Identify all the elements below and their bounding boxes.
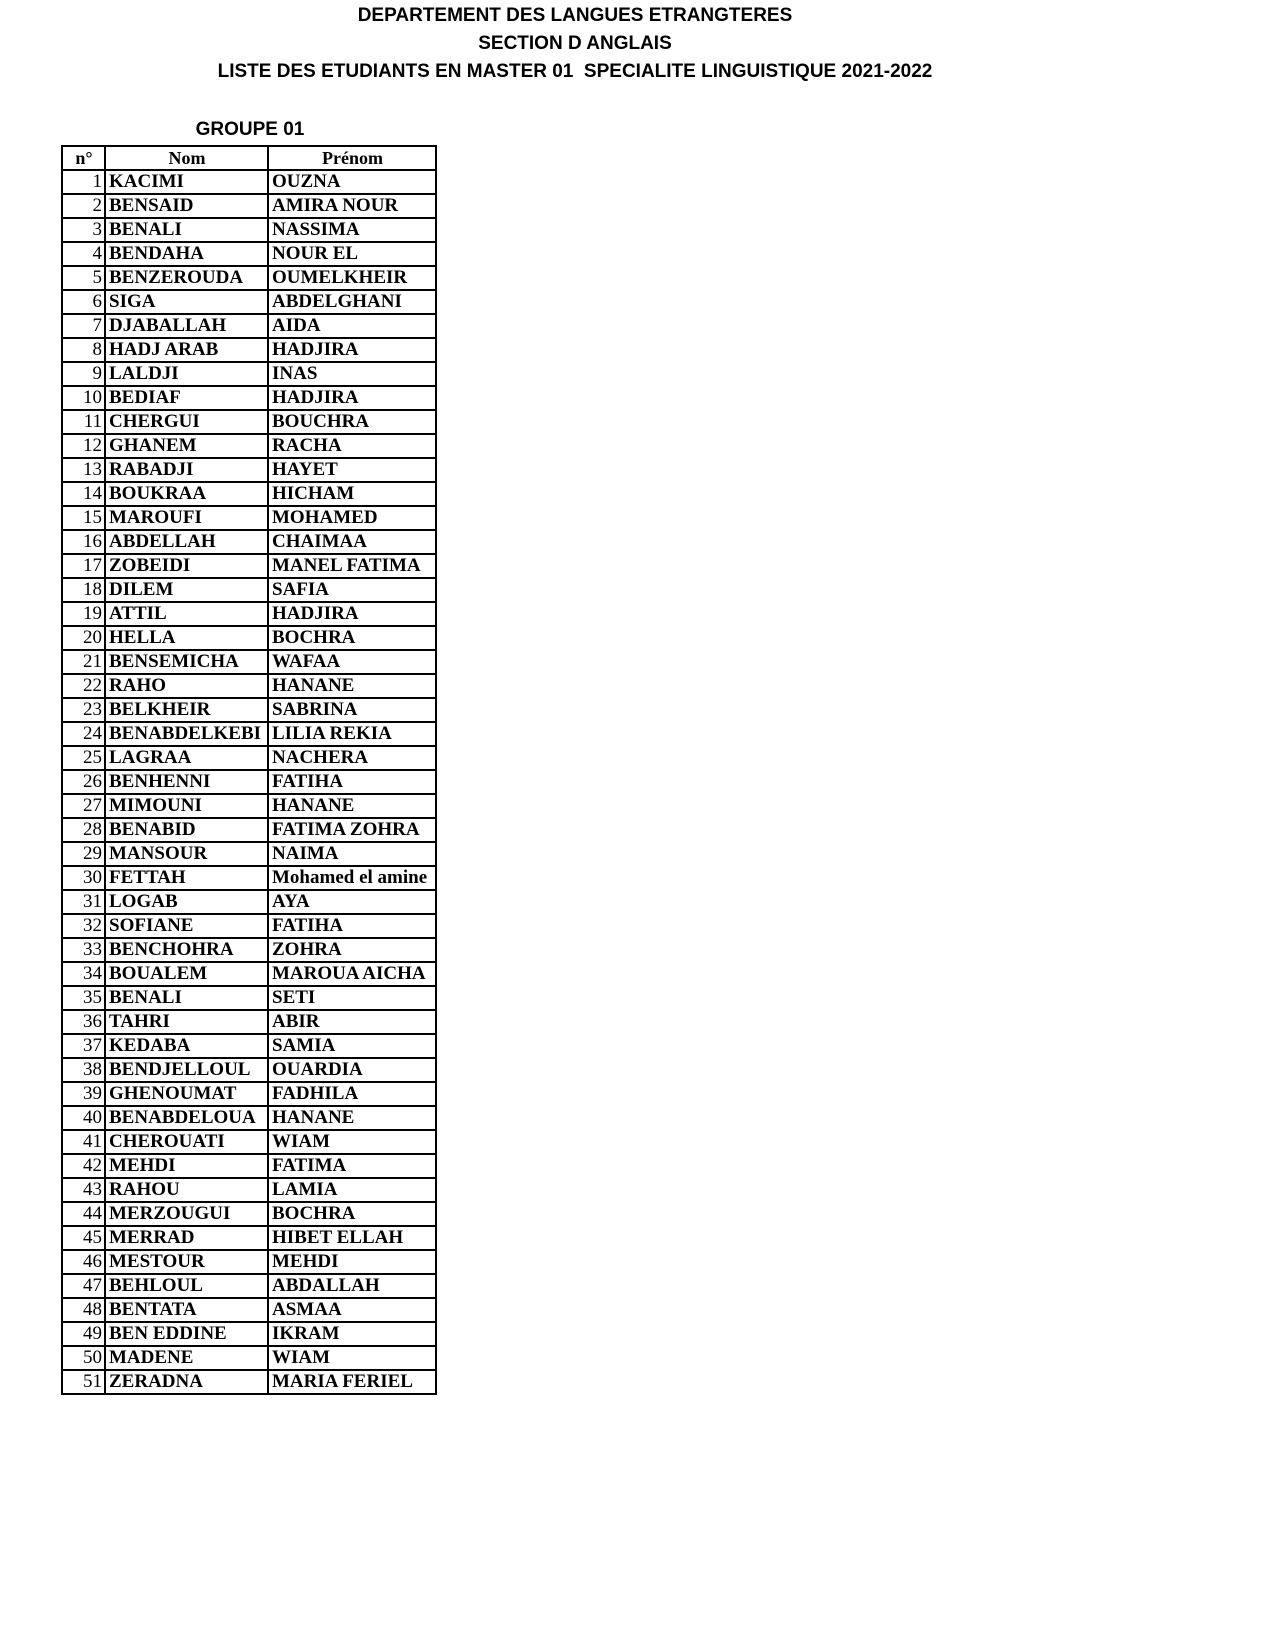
cell-nom: BENHENNI <box>105 770 268 794</box>
cell-num: 8 <box>62 338 105 362</box>
table-row <box>62 170 436 194</box>
table-row <box>62 290 436 314</box>
department-title: DEPARTEMENT DES LANGUES ETRANGTERES <box>357 5 793 26</box>
cell-prenom: AMIRA NOUR <box>268 194 436 218</box>
cell-num: 32 <box>62 914 105 938</box>
cell-prenom: HIBET ELLAH <box>268 1226 436 1250</box>
cell-num: 23 <box>62 698 105 722</box>
cell-nom: LALDJI <box>105 362 268 386</box>
cell-nom: ABDELLAH <box>105 530 268 554</box>
cell-num: 18 <box>62 578 105 602</box>
table-row <box>62 1346 436 1370</box>
table-row <box>62 314 436 338</box>
table-row <box>62 554 436 578</box>
table-row <box>62 266 436 290</box>
cell-num: 45 <box>62 1226 105 1250</box>
cell-prenom: HANANE <box>268 674 436 698</box>
cell-prenom: MOHAMED <box>268 506 436 530</box>
table-row <box>62 1106 436 1130</box>
cell-prenom: FATIHA <box>268 770 436 794</box>
cell-nom: FETTAH <box>105 866 268 890</box>
cell-nom: BEHLOUL <box>105 1274 268 1298</box>
cell-prenom: HAYET <box>268 458 436 482</box>
cell-prenom: INAS <box>268 362 436 386</box>
cell-prenom: HANANE <box>268 794 436 818</box>
cell-prenom: HADJIRA <box>268 602 436 626</box>
cell-nom: BENABID <box>105 818 268 842</box>
cell-prenom: SAFIA <box>268 578 436 602</box>
table-row <box>62 722 436 746</box>
cell-num: 3 <box>62 218 105 242</box>
cell-num: 40 <box>62 1106 105 1130</box>
cell-nom: GHENOUMAT <box>105 1082 268 1106</box>
cell-prenom: LAMIA <box>268 1178 436 1202</box>
group-title: GROUPE 01 <box>195 119 305 140</box>
cell-prenom: NACHERA <box>268 746 436 770</box>
cell-prenom: FATIHA <box>268 914 436 938</box>
cell-nom: LAGRAA <box>105 746 268 770</box>
table-row <box>62 674 436 698</box>
cell-prenom: ZOHRA <box>268 938 436 962</box>
cell-prenom: FATIMA <box>268 1154 436 1178</box>
cell-nom: BENTATA <box>105 1298 268 1322</box>
table-row <box>62 818 436 842</box>
table-row <box>62 242 436 266</box>
cell-nom: RAHOU <box>105 1178 268 1202</box>
cell-num: 16 <box>62 530 105 554</box>
cell-prenom: MANEL FATIMA <box>268 554 436 578</box>
cell-prenom: HANANE <box>268 1106 436 1130</box>
cell-prenom: FATIMA ZOHRA <box>268 818 436 842</box>
cell-prenom: Mohamed el amine <box>268 866 436 890</box>
cell-num: 39 <box>62 1082 105 1106</box>
cell-nom: MEHDI <box>105 1154 268 1178</box>
cell-prenom: CHAIMAA <box>268 530 436 554</box>
table-row <box>62 338 436 362</box>
cell-prenom: ABDALLAH <box>268 1274 436 1298</box>
cell-nom: ATTIL <box>105 602 268 626</box>
table-row <box>62 938 436 962</box>
cell-nom: DJABALLAH <box>105 314 268 338</box>
cell-prenom: RACHA <box>268 434 436 458</box>
cell-nom: BENCHOHRA <box>105 938 268 962</box>
cell-nom: BENDJELLOUL <box>105 1058 268 1082</box>
cell-nom: BENABDELOUA <box>105 1106 268 1130</box>
cell-nom: BENSEMICHA <box>105 650 268 674</box>
table-row <box>62 1274 436 1298</box>
column-header-prenom: Prénom <box>268 146 436 170</box>
table-row <box>62 530 436 554</box>
cell-prenom: ABDELGHANI <box>268 290 436 314</box>
cell-nom: HELLA <box>105 626 268 650</box>
cell-num: 37 <box>62 1034 105 1058</box>
cell-num: 10 <box>62 386 105 410</box>
cell-num: 44 <box>62 1202 105 1226</box>
cell-nom: MERRAD <box>105 1226 268 1250</box>
cell-nom: RABADJI <box>105 458 268 482</box>
cell-num: 11 <box>62 410 105 434</box>
table-row <box>62 794 436 818</box>
table-body <box>62 170 436 1394</box>
cell-num: 46 <box>62 1250 105 1274</box>
table-row <box>62 434 436 458</box>
table-row <box>62 962 436 986</box>
table-row <box>62 602 436 626</box>
cell-prenom: WIAM <box>268 1346 436 1370</box>
cell-num: 49 <box>62 1322 105 1346</box>
cell-nom: SOFIANE <box>105 914 268 938</box>
table-row <box>62 746 436 770</box>
cell-num: 24 <box>62 722 105 746</box>
cell-prenom: NOUR EL <box>268 242 436 266</box>
table-row <box>62 842 436 866</box>
table-row <box>62 1010 436 1034</box>
cell-nom: RAHO <box>105 674 268 698</box>
cell-prenom: SAMIA <box>268 1034 436 1058</box>
cell-prenom: AIDA <box>268 314 436 338</box>
cell-prenom: NASSIMA <box>268 218 436 242</box>
cell-nom: ZOBEIDI <box>105 554 268 578</box>
cell-prenom: HADJIRA <box>268 338 436 362</box>
table-row <box>62 482 436 506</box>
cell-nom: BOUKRAA <box>105 482 268 506</box>
cell-num: 35 <box>62 986 105 1010</box>
cell-num: 48 <box>62 1298 105 1322</box>
table-row <box>62 986 436 1010</box>
cell-num: 13 <box>62 458 105 482</box>
cell-num: 25 <box>62 746 105 770</box>
cell-nom: CHEROUATI <box>105 1130 268 1154</box>
cell-prenom: BOUCHRA <box>268 410 436 434</box>
cell-prenom: BOCHRA <box>268 626 436 650</box>
cell-nom: GHANEM <box>105 434 268 458</box>
table-row <box>62 1298 436 1322</box>
table-row <box>62 650 436 674</box>
table-row <box>62 866 436 890</box>
cell-num: 20 <box>62 626 105 650</box>
table-row <box>62 1154 436 1178</box>
table-row <box>62 1178 436 1202</box>
table-row <box>62 1250 436 1274</box>
table-row <box>62 1082 436 1106</box>
cell-prenom: FADHILA <box>268 1082 436 1106</box>
cell-num: 26 <box>62 770 105 794</box>
cell-nom: BOUALEM <box>105 962 268 986</box>
cell-num: 5 <box>62 266 105 290</box>
cell-nom: BENSAID <box>105 194 268 218</box>
cell-nom: LOGAB <box>105 890 268 914</box>
table-header-row <box>62 146 436 170</box>
cell-nom: KEDABA <box>105 1034 268 1058</box>
cell-nom: BENALI <box>105 986 268 1010</box>
table-row <box>62 194 436 218</box>
cell-nom: MADENE <box>105 1346 268 1370</box>
table-row <box>62 506 436 530</box>
cell-prenom: IKRAM <box>268 1322 436 1346</box>
cell-nom: MERZOUGUI <box>105 1202 268 1226</box>
cell-nom: BENABDELKEBI <box>105 722 268 746</box>
cell-prenom: WAFAA <box>268 650 436 674</box>
table-row <box>62 914 436 938</box>
cell-prenom: LILIA REKIA <box>268 722 436 746</box>
cell-nom: BEDIAF <box>105 386 268 410</box>
column-header-number: n° <box>62 146 105 170</box>
cell-prenom: AYA <box>268 890 436 914</box>
table-row <box>62 578 436 602</box>
table-row <box>62 626 436 650</box>
cell-num: 29 <box>62 842 105 866</box>
table-row <box>62 770 436 794</box>
student-table <box>61 145 437 1395</box>
cell-nom: MANSOUR <box>105 842 268 866</box>
table-row <box>62 1322 436 1346</box>
cell-num: 34 <box>62 962 105 986</box>
cell-num: 27 <box>62 794 105 818</box>
cell-prenom: OUZNA <box>268 170 436 194</box>
cell-nom: BENALI <box>105 218 268 242</box>
cell-prenom: ABIR <box>268 1010 436 1034</box>
cell-prenom: WIAM <box>268 1130 436 1154</box>
cell-prenom: NAIMA <box>268 842 436 866</box>
cell-num: 36 <box>62 1010 105 1034</box>
cell-nom: TAHRI <box>105 1010 268 1034</box>
cell-num: 2 <box>62 194 105 218</box>
cell-nom: BEN EDDINE <box>105 1322 268 1346</box>
cell-nom: CHERGUI <box>105 410 268 434</box>
table-row <box>62 1202 436 1226</box>
cell-nom: DILEM <box>105 578 268 602</box>
cell-num: 1 <box>62 170 105 194</box>
cell-nom: MESTOUR <box>105 1250 268 1274</box>
cell-num: 12 <box>62 434 105 458</box>
cell-num: 47 <box>62 1274 105 1298</box>
cell-nom: MIMOUNI <box>105 794 268 818</box>
cell-num: 43 <box>62 1178 105 1202</box>
cell-prenom: HICHAM <box>268 482 436 506</box>
cell-prenom: SETI <box>268 986 436 1010</box>
table-row <box>62 386 436 410</box>
column-header-nom: Nom <box>105 146 268 170</box>
cell-prenom: MARIA FERIEL <box>268 1370 436 1394</box>
table-row <box>62 1130 436 1154</box>
cell-nom: ZERADNA <box>105 1370 268 1394</box>
cell-nom: BELKHEIR <box>105 698 268 722</box>
cell-prenom: MAROUA AICHA <box>268 962 436 986</box>
cell-num: 7 <box>62 314 105 338</box>
cell-nom: KACIMI <box>105 170 268 194</box>
cell-num: 17 <box>62 554 105 578</box>
table-row <box>62 1370 436 1394</box>
cell-num: 14 <box>62 482 105 506</box>
cell-prenom: ASMAA <box>268 1298 436 1322</box>
table-row <box>62 698 436 722</box>
list-title: LISTE DES ETUDIANTS EN MASTER 01 SPECIALITE LINGUISTIQUE 2021-2022 <box>217 61 933 82</box>
cell-nom: BENDAHA <box>105 242 268 266</box>
table-row <box>62 218 436 242</box>
table-row <box>62 890 436 914</box>
cell-num: 51 <box>62 1370 105 1394</box>
table-row <box>62 410 436 434</box>
cell-prenom: MEHDI <box>268 1250 436 1274</box>
cell-num: 38 <box>62 1058 105 1082</box>
cell-num: 30 <box>62 866 105 890</box>
cell-num: 33 <box>62 938 105 962</box>
cell-prenom: OUARDIA <box>268 1058 436 1082</box>
table-row <box>62 1058 436 1082</box>
table-row <box>62 458 436 482</box>
cell-nom: HADJ ARAB <box>105 338 268 362</box>
cell-num: 42 <box>62 1154 105 1178</box>
table-row <box>62 362 436 386</box>
cell-num: 31 <box>62 890 105 914</box>
document-header <box>0 2 1150 86</box>
cell-nom: BENZEROUDA <box>105 266 268 290</box>
cell-num: 28 <box>62 818 105 842</box>
cell-nom: MAROUFI <box>105 506 268 530</box>
cell-num: 21 <box>62 650 105 674</box>
cell-num: 4 <box>62 242 105 266</box>
cell-prenom: BOCHRA <box>268 1202 436 1226</box>
section-title: SECTION D ANGLAIS <box>478 33 672 54</box>
table-row <box>62 1034 436 1058</box>
cell-num: 22 <box>62 674 105 698</box>
cell-nom: SIGA <box>105 290 268 314</box>
cell-prenom: HADJIRA <box>268 386 436 410</box>
cell-prenom: SABRINA <box>268 698 436 722</box>
cell-num: 41 <box>62 1130 105 1154</box>
cell-num: 15 <box>62 506 105 530</box>
cell-prenom: OUMELKHEIR <box>268 266 436 290</box>
table-row <box>62 1226 436 1250</box>
cell-num: 9 <box>62 362 105 386</box>
cell-num: 50 <box>62 1346 105 1370</box>
cell-num: 6 <box>62 290 105 314</box>
cell-num: 19 <box>62 602 105 626</box>
